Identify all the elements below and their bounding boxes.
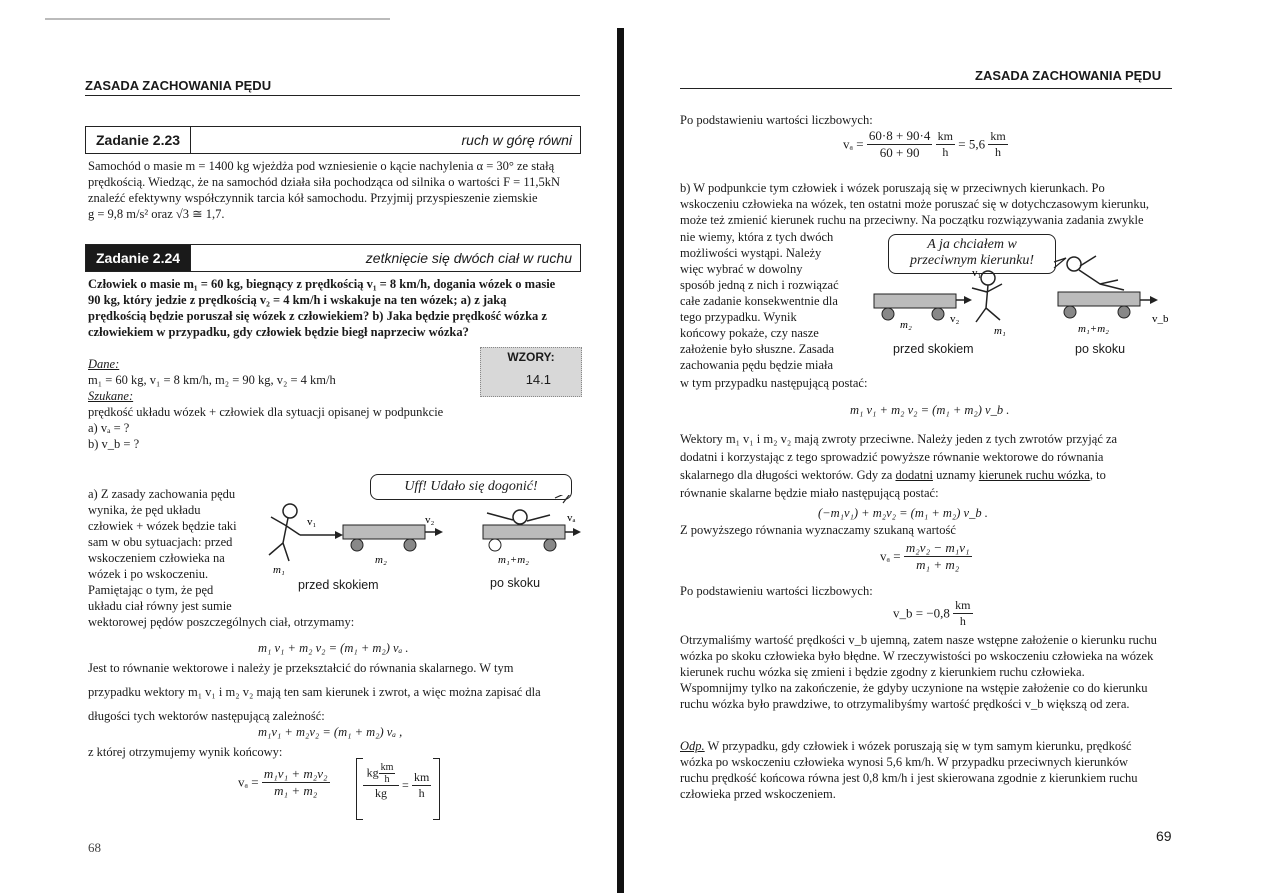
vectors-text bbox=[680, 430, 1172, 502]
intro-line: a) Z zasady zachowania pędu bbox=[88, 487, 236, 501]
text-line: przypadku wektory m₁ v₁ i m₂ v₂ mają ten sam kierunek i zwrot, a więc można zapisać dla bbox=[88, 685, 541, 699]
text-line: Jest to równanie wektorowe i należy je przekształcić do równania skalarnego. W tym bbox=[88, 661, 514, 675]
task-224-topic: zetknięcie się dwóch ciał w ruchu bbox=[365, 250, 572, 266]
sub-unit-num: km bbox=[937, 129, 953, 143]
running-man-icon bbox=[269, 504, 300, 561]
cart-after-icon bbox=[1058, 256, 1158, 318]
task-224-line: prędkością będzie poruszał się wózek z człowiekiem? b) Jaka będzie prędkość wózka z bbox=[88, 309, 547, 323]
formulas-label: WZORY: bbox=[507, 350, 555, 364]
c-line: kierunek ruchu wózka się zmieni i będzie zgodny z kierunkiem ruchu człowieka. bbox=[680, 665, 1085, 679]
intro-line: sam w obu sytuacjach: przed bbox=[88, 535, 233, 549]
unit-km: km bbox=[414, 770, 430, 784]
odp-line: ruchu prędkość końcowa równa jest 0,8 km/h i jest skierowana zgodnie z kierunkiem ruchu bbox=[680, 771, 1138, 785]
right-header-rule bbox=[680, 88, 1172, 89]
eq-final-lhs: vₐ = bbox=[238, 774, 259, 790]
task-223-number: Zadanie 2.23 bbox=[86, 127, 191, 153]
b-line: nie wiemy, która z tych dwóch bbox=[680, 230, 834, 244]
conclusion-text bbox=[680, 632, 1172, 712]
text-line: z której otrzymujemy wynik końcowy: bbox=[88, 745, 283, 759]
formulas-ref: 14.1 bbox=[525, 372, 551, 387]
w-l3e: , to bbox=[1089, 468, 1106, 482]
b-line: możliwości wystąpi. Należy bbox=[680, 246, 822, 260]
formulas-box bbox=[480, 347, 582, 397]
task-224-box bbox=[85, 244, 581, 272]
eq-b-den: m₁ + m₂ bbox=[916, 557, 960, 572]
sub2-unit-den: h bbox=[959, 614, 966, 628]
ask-a: a) vₐ = ? bbox=[88, 421, 130, 435]
unit-kg-den: kg bbox=[375, 786, 387, 800]
sub-intro: Po podstawieniu wartości liczbowych: bbox=[680, 113, 873, 127]
speech-right-l2: przeciwnym kierunku! bbox=[909, 253, 1035, 268]
task-223-topic: ruch w górę równi bbox=[461, 132, 572, 148]
right-running-header: ZASADA ZACHOWANIA PĘDU bbox=[975, 68, 1162, 83]
eq-vector-a: m₁ v₁ + m₂ v₂ = (m₁ + m₂) vₐ . bbox=[258, 641, 409, 655]
sub2-equation bbox=[893, 598, 973, 629]
b-line: wskoczeniu człowieka na wózek, ten ostatni może poruszać się w dotychczasowym kierunku, bbox=[680, 197, 1149, 211]
b-line: całe zadanie konsekwentnie dla bbox=[680, 294, 838, 308]
eq-b-lhs: vₐ = bbox=[880, 548, 901, 564]
w-line: Wektory m₁ v₁ i m₂ v₂ mają zwroty przeciwne. Należy jeden z tych zwrotów przyjąć za bbox=[680, 432, 1118, 446]
sought-label: Szukane: bbox=[88, 389, 134, 403]
unit-eq: = bbox=[402, 778, 409, 792]
task-224-number: Zadanie 2.24 bbox=[86, 245, 191, 271]
odp-label: Odp. bbox=[680, 739, 705, 753]
answer-text bbox=[680, 738, 1172, 802]
speech-right-l1: A ja chciałem w bbox=[927, 237, 1017, 252]
eq-final-den: m₁ + m₂ bbox=[274, 783, 318, 798]
page-number-left: 68 bbox=[88, 840, 101, 855]
w-line-3 bbox=[680, 466, 1172, 484]
sub2-lhs: v_b = −0,8 bbox=[893, 605, 950, 621]
eq-vector-b: m₁ v₁ + m₂ v₂ = (m₁ + m₂) v_b . bbox=[850, 403, 1010, 417]
sought-text: prędkość układu wózek + człowiek dla sytuacji opisanej w podpunkcie bbox=[88, 405, 444, 419]
intro-line: wynika, że pęd układu bbox=[88, 503, 201, 517]
sub-equation bbox=[843, 128, 1008, 161]
task-223-text bbox=[88, 158, 580, 222]
odp-line: wózka po wskoczeniu człowieka wynosi 5,6 km/h. W przypadku przeciwnych kierunków bbox=[680, 755, 1129, 769]
part-b-narrow bbox=[680, 229, 876, 373]
fig-v1: v₁ bbox=[972, 267, 982, 279]
figure-right bbox=[868, 240, 1168, 344]
task-224-line: człowiekiem w przypadku, gdy człowiek będzie biegł naprzeciw wózka? bbox=[88, 325, 469, 339]
top-scan-line bbox=[45, 18, 390, 20]
b-line: sposób jedną z nich i rozwiązać bbox=[680, 278, 839, 292]
task-223-box bbox=[85, 126, 581, 154]
task-224-line: Człowiek o masie m₁ = 60 kg, biegnący z prędkością v₁ = 8 km/h, dogania wózek o masie bbox=[88, 277, 556, 291]
task-223-line: g = 9,8 m/s² oraz √3 ≅ 1,7. bbox=[88, 207, 225, 221]
given-values: m₁ = 60 kg, v₁ = 8 km/h, m₂ = 90 kg, v₂ = 4 km/h bbox=[88, 373, 336, 387]
odp-line-1 bbox=[680, 738, 1172, 754]
intro-line: Pamiętając o tym, że pęd bbox=[88, 583, 214, 597]
sub2-intro: Po podstawieniu wartości liczbowych: bbox=[680, 584, 873, 598]
sub-lhs: vₐ = bbox=[843, 136, 864, 152]
eq-b-num: m₂v₂ − m₁v₁ bbox=[905, 540, 970, 555]
part-b-text bbox=[680, 180, 1172, 228]
fig-m1: m₁ bbox=[273, 564, 285, 576]
book-spine bbox=[617, 28, 624, 893]
w-line: dodatni i korzystając z tego sprowadzić powyższe równanie wektorowe do równania bbox=[680, 450, 1104, 464]
fig-m1: m₁ bbox=[994, 325, 1006, 337]
eq-final-num: m₁v₁ + m₂v₂ bbox=[263, 766, 328, 781]
fig-m2: m₂ bbox=[375, 554, 387, 566]
b-line: założenie było słuszne. Zasada bbox=[680, 342, 835, 356]
c-line: ruchu wózka było prawdziwe, to otrzymalibyśmy wartość prędkości v_b większą od zera. bbox=[680, 697, 1130, 711]
unit-kmh-den: h bbox=[384, 774, 390, 785]
task-223-line: Samochód o masie m = 1400 kg wjeżdża pod wzniesienie o kącie nachylenia α = 30° ze stałą bbox=[88, 159, 555, 173]
unit-bracket bbox=[356, 758, 440, 820]
w-line: równanie skalarne będzie miało następującą postać: bbox=[680, 486, 939, 500]
w-l3b: dodatni bbox=[895, 468, 933, 482]
given-section bbox=[88, 356, 478, 452]
w-l3c: uznamy bbox=[932, 468, 979, 482]
unit-kg: kg bbox=[366, 765, 379, 780]
odp-l1: W przypadku, gdy człowiek i wózek poruszają się w tym samym kierunku, prędkość bbox=[704, 739, 1132, 753]
sub-den: 60 + 90 bbox=[879, 145, 920, 160]
speech-bubble-left: Uff! Udało się dogonić! bbox=[370, 474, 572, 500]
intro-line: człowiek + wózek będzie taki bbox=[88, 519, 237, 533]
sub-num: 60·8 + 90·4 bbox=[868, 128, 931, 143]
cart-before-icon bbox=[343, 525, 443, 551]
b-line: końcowy pokaże, czy nasze bbox=[680, 326, 819, 340]
fig-label-before: przed skokiem bbox=[298, 578, 379, 592]
fig-label-after: po skoku bbox=[490, 576, 541, 590]
w-l3d: kierunek ruchu wózka bbox=[978, 468, 1090, 482]
page-number-right: 69 bbox=[1156, 828, 1172, 844]
fig-m1m2: m₁+m₂ bbox=[1078, 323, 1109, 335]
b-line: zachowania pędu będzie miała bbox=[680, 358, 834, 372]
eq-scalar-a: m₁v₁ + m₂v₂ = (m₁ + m₂) vₐ , bbox=[258, 725, 403, 739]
b-line: więc wybrać w dowolny bbox=[680, 262, 803, 276]
intro-line: wózek i po wskoczeniu. bbox=[88, 567, 209, 581]
fig-v2: v₂ bbox=[950, 313, 960, 325]
odp-line: człowieka przed wskoczeniem. bbox=[680, 787, 836, 801]
z-line: Z powyższego równania wyznaczamy szukaną wartość bbox=[680, 523, 956, 537]
fig-m2: m₂ bbox=[900, 319, 912, 331]
fig-vb: v_b bbox=[1152, 313, 1168, 325]
eq-scalar-b: (−m₁v₁) + m₂v₂ = (m₁ + m₂) v_b . bbox=[818, 506, 988, 520]
b-line-wide: w tym przypadku następującą postać: bbox=[680, 376, 868, 390]
solution-a-text2 bbox=[88, 658, 583, 724]
unit-kmh-num: km bbox=[380, 762, 394, 773]
text-line: długości tych wektorów następującą zależność: bbox=[88, 709, 325, 723]
fig-label-before: przed skokiem bbox=[893, 342, 974, 356]
intro-line: wskoczeniem człowieka na bbox=[88, 551, 225, 565]
sub2-unit-num: km bbox=[955, 598, 971, 612]
b-line: może też zmienić kierunek ruchu na przeciwny. Na początku rozwiązywania zadania zwykle bbox=[680, 213, 1144, 227]
left-running-header: ZASADA ZACHOWANIA PĘDU bbox=[85, 78, 272, 93]
solution-a-intro bbox=[88, 486, 250, 614]
fig-label-after: po skoku bbox=[1075, 342, 1126, 356]
fig-v1: v₁ bbox=[307, 516, 317, 528]
task-223-line: prędkością. Wiedząc, że na samochód działa siła pochodząca od silnika o wartości F = 11,5kN bbox=[88, 175, 561, 189]
task-223-line: znaleźć efektywny współczynnik tarcia kół samochodu. Przyjmij przyspieszenie ziemskie bbox=[88, 191, 538, 205]
eq-b-final bbox=[880, 540, 972, 573]
c-line: Otrzymaliśmy wartość prędkości v_b ujemną, zatem nasze wstępne założenie o kierunku ruchu bbox=[680, 633, 1157, 647]
eq-final-a bbox=[238, 766, 330, 799]
ask-b: b) v_b = ? bbox=[88, 437, 140, 451]
fig-m1m2: m₁+m₂ bbox=[498, 554, 529, 566]
c-line: wózka po skoku człowieka było błędne. W rzeczywistości po wskoczeniu człowieka na wózek bbox=[680, 649, 1154, 663]
intro-line-wide: wektorowej pędów poszczególnych ciał, otrzymamy: bbox=[88, 615, 355, 629]
sub-result-unit-den: h bbox=[995, 145, 1001, 159]
task-224-line: 90 kg, który jedzie z prędkością v₂ = 4 km/h i wskakuje na ten wózek; a) z jaką bbox=[88, 293, 507, 307]
b-line: b) W podpunkcie tym człowiek i wózek poruszają się w przeciwnych kierunkach. Po bbox=[680, 181, 1105, 195]
sub-result: = 5,6 bbox=[958, 136, 986, 152]
left-header-rule bbox=[85, 95, 580, 96]
sub-unit-den: h bbox=[942, 145, 949, 159]
task-224-statement bbox=[88, 276, 580, 340]
w-l3a: skalarnego dla długości wektorów. Gdy za bbox=[680, 468, 896, 482]
given-label: Dane: bbox=[88, 357, 120, 371]
intro-line: układu ciał równy jest sumie bbox=[88, 599, 232, 613]
fig-v2: v₂ bbox=[425, 514, 435, 526]
b-line: tego przypadku. Wynik bbox=[680, 310, 797, 324]
sub-result-unit-num: km bbox=[990, 129, 1006, 143]
unit-h: h bbox=[418, 786, 425, 800]
c-line: Wspomnijmy tylko na zakończenie, że gdyby uczynione na wstępie założenie co do kierunku bbox=[680, 681, 1148, 695]
fig-va: vₐ bbox=[567, 512, 576, 524]
